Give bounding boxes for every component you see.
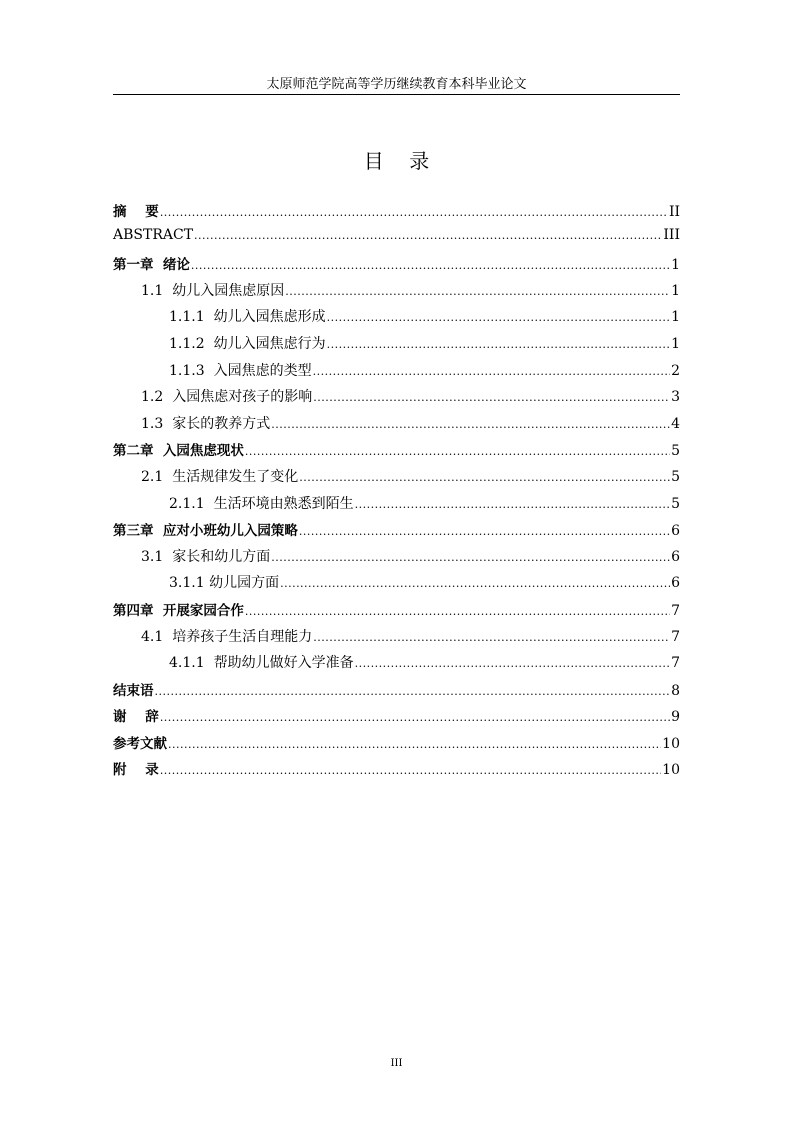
toc-entry[interactable] (113, 439, 680, 466)
toc-entry-label: 第一章 绪论 (113, 257, 190, 274)
toc-entry[interactable] (113, 546, 680, 573)
toc-entry[interactable] (113, 519, 680, 546)
running-header: 太原师范学院高等学历继续教育本科毕业论文 (266, 77, 527, 92)
toc-entry-label: 入园焦虑对孩子的影响 (172, 389, 313, 406)
dot-leader (271, 418, 670, 431)
toc-entry-page: 1 (671, 309, 680, 326)
toc-entry-page: 6 (671, 548, 680, 565)
dot-leader (327, 338, 670, 351)
toc-entry-page: II (668, 204, 680, 220)
toc-entry[interactable] (113, 253, 680, 280)
dot-leader (271, 551, 670, 564)
toc-entry-page: 5 (671, 468, 680, 485)
toc-entry-page: 10 (662, 735, 680, 752)
dot-leader (168, 738, 661, 751)
toc-entry[interactable] (113, 413, 680, 440)
toc-entry-label: 3.1.1 幼儿园方面 (169, 575, 280, 592)
table-of-contents (113, 200, 680, 785)
toc-entry-page: 7 (671, 628, 680, 645)
toc-entry-page: 9 (671, 709, 680, 726)
toc-entry[interactable] (113, 732, 680, 759)
toc-entry-page: 7 (671, 655, 680, 672)
toc-entry-number: 2.1.1 (169, 495, 205, 512)
toc-entry-page: 3 (671, 389, 680, 406)
toc-entry-label: 培养孩子生活自理能力 (172, 628, 313, 645)
dot-leader (191, 259, 670, 272)
toc-entry-page: 1 (671, 282, 680, 299)
toc-entry-label: 谢 辞 (113, 709, 159, 726)
toc-entry[interactable] (113, 306, 680, 333)
toc-entry-page: 8 (671, 682, 680, 699)
toc-entry[interactable] (113, 360, 680, 387)
dot-leader (355, 498, 670, 511)
toc-entry-label: 第三章 应对小班幼儿入园策略 (113, 523, 298, 540)
toc-entry-label: 幼儿入园焦虑行为 (213, 335, 326, 352)
toc-entry-label: 家长和幼儿方面 (172, 548, 271, 565)
dot-leader (299, 471, 670, 484)
dot-leader (313, 631, 670, 644)
dot-leader (160, 206, 668, 219)
toc-entry[interactable] (113, 466, 680, 493)
toc-entry-label: 结束语 (113, 682, 154, 699)
toc-entry-number: 4.1 (141, 628, 164, 645)
dot-leader (160, 711, 670, 724)
toc-entry-page: 2 (671, 362, 680, 379)
toc-entry-number: 1.1 (141, 282, 164, 299)
page-number: III (390, 1058, 403, 1069)
toc-entry-page: 10 (662, 762, 680, 779)
toc-entry[interactable] (113, 758, 680, 785)
dot-leader (194, 229, 662, 242)
dot-leader (313, 391, 670, 404)
toc-entry-label: 帮助幼儿做好入学准备 (213, 655, 354, 672)
header-rule (113, 94, 680, 95)
toc-entry-page: 6 (671, 523, 680, 540)
toc-entry-number: 4.1.1 (169, 655, 205, 672)
dot-leader (327, 311, 670, 324)
toc-entry-label: 家长的教养方式 (172, 415, 271, 432)
toc-entry[interactable] (113, 280, 680, 307)
toc-entry[interactable] (113, 652, 680, 679)
dot-leader (285, 285, 670, 298)
toc-entry-label: 摘 要 (113, 204, 159, 220)
dot-leader (280, 577, 670, 590)
toc-entry-number: 1.1.2 (169, 335, 205, 352)
toc-entry[interactable] (113, 679, 680, 706)
toc-entry-page: 5 (671, 495, 680, 512)
toc-entry-label: 生活规律发生了变化 (172, 468, 299, 485)
page-title: 目 录 (363, 149, 430, 173)
toc-entry[interactable] (113, 386, 680, 413)
toc-entry-label: 幼儿入园焦虑原因 (172, 282, 285, 299)
toc-entry-label: 第四章 开展家园合作 (113, 602, 244, 619)
dot-leader (313, 365, 670, 378)
dot-leader (355, 657, 670, 670)
toc-entry-label: 附 录 (113, 762, 159, 779)
toc-entry-page: 5 (671, 443, 680, 460)
toc-entry[interactable] (113, 599, 680, 626)
toc-entry-page: 1 (671, 335, 680, 352)
toc-entry-page: 6 (671, 575, 680, 592)
toc-entry-number: 1.1.3 (169, 362, 205, 379)
toc-entry-page: 1 (671, 257, 680, 274)
toc-entry-label: 生活环境由熟悉到陌生 (213, 495, 354, 512)
toc-entry-label: 第二章 入园焦虑现状 (113, 443, 244, 460)
toc-entry[interactable] (113, 227, 680, 254)
toc-entry-number: 1.1.1 (169, 309, 205, 326)
toc-entry[interactable] (113, 705, 680, 732)
toc-entry-label: 入园焦虑的类型 (213, 362, 312, 379)
dot-leader (160, 764, 661, 777)
toc-entry[interactable] (113, 333, 680, 360)
toc-entry[interactable] (113, 626, 680, 653)
dot-leader (245, 445, 670, 458)
toc-entry-label: ABSTRACT (113, 226, 194, 243)
toc-entry-number: 1.2 (141, 389, 164, 406)
toc-entry[interactable] (113, 493, 680, 520)
toc-entry[interactable] (113, 572, 680, 599)
toc-entry-number: 1.3 (141, 415, 164, 432)
toc-entry-number: 2.1 (141, 468, 164, 485)
toc-entry-page: III (663, 226, 680, 243)
toc-entry[interactable] (113, 200, 680, 227)
dot-leader (245, 605, 670, 618)
toc-entry-number: 3.1 (141, 548, 164, 565)
toc-entry-label: 参考文献 (113, 735, 167, 752)
dot-leader (299, 525, 670, 538)
dot-leader (155, 685, 671, 698)
toc-entry-page: 7 (671, 602, 680, 619)
toc-entry-page: 4 (671, 415, 680, 432)
toc-entry-label: 幼儿入园焦虑形成 (213, 309, 326, 326)
